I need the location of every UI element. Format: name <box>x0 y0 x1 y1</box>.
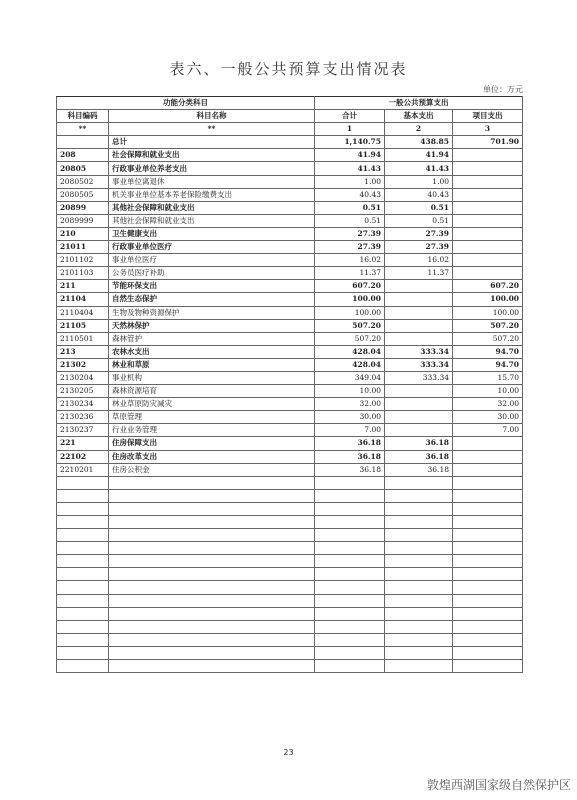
empty-cell <box>385 581 453 594</box>
cell-project: 7.00 <box>453 424 523 437</box>
empty-cell <box>57 581 109 594</box>
cell-total: 428.04 <box>315 345 385 358</box>
table-row <box>57 345 523 358</box>
cell-project <box>453 188 523 201</box>
cell-code: 2130236 <box>57 411 109 424</box>
empty-cell <box>109 594 315 607</box>
cell-basic: 438.85 <box>385 136 453 149</box>
empty-row <box>57 502 523 515</box>
empty-cell <box>57 516 109 529</box>
cell-project: 15.70 <box>453 371 523 384</box>
cell-project: 100.00 <box>453 293 523 306</box>
empty-cell <box>315 476 385 489</box>
empty-row <box>57 646 523 659</box>
empty-cell <box>109 633 315 646</box>
cell-total: 0.51 <box>315 214 385 227</box>
cell-code: 21104 <box>57 293 109 306</box>
table-row <box>57 188 523 201</box>
cell-project <box>453 463 523 476</box>
empty-cell <box>453 646 523 659</box>
cell-basic: 333.34 <box>385 345 453 358</box>
cell-basic: 0.51 <box>385 214 453 227</box>
table-row <box>57 162 523 175</box>
cell-name: 其他社会保障和就业支出 <box>109 214 315 227</box>
empty-cell <box>315 529 385 542</box>
empty-cell <box>453 620 523 633</box>
empty-cell <box>453 568 523 581</box>
empty-cell <box>385 489 453 502</box>
header-general-budget: 一般公共预算支出 <box>315 97 523 110</box>
cell-name: 住房公积金 <box>109 463 315 476</box>
empty-cell <box>57 555 109 568</box>
empty-cell <box>57 633 109 646</box>
cell-total: 30.00 <box>315 411 385 424</box>
cell-name: 林业草原防灾减灾 <box>109 398 315 411</box>
empty-cell <box>453 581 523 594</box>
cell-total: 11.37 <box>315 267 385 280</box>
cell-total: 100.00 <box>315 306 385 319</box>
cell-code: 21105 <box>57 319 109 332</box>
cell-name: 事业机构 <box>109 371 315 384</box>
empty-cell <box>385 620 453 633</box>
empty-cell <box>385 594 453 607</box>
empty-row <box>57 555 523 568</box>
index-total: 1 <box>315 123 385 136</box>
empty-cell <box>57 542 109 555</box>
header-group-row <box>57 97 523 110</box>
header-column-row <box>57 110 523 123</box>
empty-cell <box>109 646 315 659</box>
empty-cell <box>453 489 523 502</box>
cell-total: 507.20 <box>315 332 385 345</box>
cell-basic <box>385 293 453 306</box>
cell-project <box>453 162 523 175</box>
cell-name: 事业单位医疗 <box>109 254 315 267</box>
cell-name: 行政事业单位养老支出 <box>109 162 315 175</box>
index-basic: 2 <box>385 123 453 136</box>
cell-code: 2210201 <box>57 463 109 476</box>
empty-row <box>57 529 523 542</box>
empty-cell <box>109 529 315 542</box>
empty-cell <box>315 594 385 607</box>
cell-name: 天然林保护 <box>109 319 315 332</box>
cell-total: 41.43 <box>315 162 385 175</box>
cell-project <box>453 267 523 280</box>
empty-cell <box>57 607 109 620</box>
cell-total: 16.02 <box>315 254 385 267</box>
marker-name: ** <box>109 123 315 136</box>
empty-cell <box>453 542 523 555</box>
cell-total: 1.00 <box>315 175 385 188</box>
empty-cell <box>385 529 453 542</box>
cell-basic <box>385 424 453 437</box>
cell-basic <box>385 385 453 398</box>
cell-total: 100.00 <box>315 293 385 306</box>
table-row <box>57 371 523 384</box>
cell-project: 32.00 <box>453 398 523 411</box>
empty-cell <box>385 568 453 581</box>
empty-cell <box>315 516 385 529</box>
cell-total: 36.18 <box>315 463 385 476</box>
empty-row <box>57 542 523 555</box>
empty-cell <box>385 542 453 555</box>
marker-code: ** <box>57 123 109 136</box>
empty-cell <box>315 660 385 673</box>
table-row <box>57 398 523 411</box>
table-row <box>57 254 523 267</box>
cell-basic <box>385 280 453 293</box>
cell-code: 20899 <box>57 201 109 214</box>
empty-cell <box>315 555 385 568</box>
empty-cell <box>57 568 109 581</box>
cell-project <box>453 437 523 450</box>
empty-cell <box>315 568 385 581</box>
cell-code: 211 <box>57 280 109 293</box>
empty-row <box>57 516 523 529</box>
empty-cell <box>315 607 385 620</box>
cell-name: 森林资源培育 <box>109 385 315 398</box>
cell-code: 22102 <box>57 450 109 463</box>
table-body <box>57 136 523 673</box>
empty-row <box>57 476 523 489</box>
empty-cell <box>385 660 453 673</box>
cell-basic: 0.51 <box>385 201 453 214</box>
header-name: 科目名称 <box>109 110 315 123</box>
empty-cell <box>109 660 315 673</box>
empty-row <box>57 568 523 581</box>
cell-name: 草原管理 <box>109 411 315 424</box>
table-row <box>57 385 523 398</box>
cell-basic <box>385 411 453 424</box>
empty-cell <box>109 542 315 555</box>
cell-total: 27.39 <box>315 241 385 254</box>
unit-label: 单位：万元 <box>483 85 523 94</box>
cell-name: 自然生态保护 <box>109 293 315 306</box>
empty-row <box>57 581 523 594</box>
empty-cell <box>385 502 453 515</box>
empty-cell <box>57 660 109 673</box>
empty-cell <box>57 476 109 489</box>
cell-code: 2130205 <box>57 385 109 398</box>
empty-cell <box>453 529 523 542</box>
table-row <box>57 214 523 227</box>
table-row <box>57 463 523 476</box>
empty-cell <box>453 660 523 673</box>
cell-name: 事业单位离退休 <box>109 175 315 188</box>
empty-row <box>57 594 523 607</box>
cell-code: 2080505 <box>57 188 109 201</box>
cell-basic: 27.39 <box>385 227 453 240</box>
empty-cell <box>57 502 109 515</box>
cell-project: 607.20 <box>453 280 523 293</box>
cell-basic: 1.00 <box>385 175 453 188</box>
empty-cell <box>315 581 385 594</box>
cell-project <box>453 175 523 188</box>
table-row <box>57 227 523 240</box>
empty-cell <box>453 633 523 646</box>
cell-name: 总计 <box>109 136 315 149</box>
empty-cell <box>385 646 453 659</box>
header-code: 科目编码 <box>57 110 109 123</box>
empty-cell <box>57 529 109 542</box>
cell-basic: 27.39 <box>385 241 453 254</box>
cell-project: 94.70 <box>453 345 523 358</box>
header-total: 合计 <box>315 110 385 123</box>
empty-cell <box>453 555 523 568</box>
cell-project: 10.00 <box>453 385 523 398</box>
empty-cell <box>385 607 453 620</box>
table-row <box>57 136 523 149</box>
cell-code: 2101103 <box>57 267 109 280</box>
cell-code: 2080502 <box>57 175 109 188</box>
cell-basic: 41.94 <box>385 149 453 162</box>
empty-cell <box>385 633 453 646</box>
cell-basic: 36.18 <box>385 437 453 450</box>
empty-cell <box>453 476 523 489</box>
empty-cell <box>57 646 109 659</box>
cell-basic <box>385 332 453 345</box>
cell-name: 林业和草原 <box>109 358 315 371</box>
cell-project <box>453 214 523 227</box>
cell-basic: 41.43 <box>385 162 453 175</box>
cell-project <box>453 254 523 267</box>
cell-name: 机关事业单位基本养老保险缴费支出 <box>109 188 315 201</box>
empty-cell <box>315 502 385 515</box>
cell-project <box>453 149 523 162</box>
cell-project <box>453 241 523 254</box>
cell-name: 社会保障和就业支出 <box>109 149 315 162</box>
cell-project: 701.90 <box>453 136 523 149</box>
empty-row <box>57 489 523 502</box>
empty-cell <box>315 646 385 659</box>
table-row <box>57 358 523 371</box>
cell-total: 428.04 <box>315 358 385 371</box>
cell-basic: 333.34 <box>385 358 453 371</box>
empty-cell <box>315 542 385 555</box>
cell-basic: 36.18 <box>385 450 453 463</box>
cell-name: 行业业务管理 <box>109 424 315 437</box>
cell-code: 213 <box>57 345 109 358</box>
page-title: 表六、一般公共预算支出情况表 <box>169 60 408 78</box>
cell-name: 森林管护 <box>109 332 315 345</box>
cell-total: 10.00 <box>315 385 385 398</box>
cell-name: 节能环保支出 <box>109 280 315 293</box>
cell-code: 208 <box>57 149 109 162</box>
cell-code: 21011 <box>57 241 109 254</box>
empty-cell <box>385 516 453 529</box>
cell-project: 100.00 <box>453 306 523 319</box>
empty-cell <box>109 620 315 633</box>
table-row <box>57 149 523 162</box>
cell-basic: 40.43 <box>385 188 453 201</box>
cell-project <box>453 201 523 214</box>
table-row <box>57 411 523 424</box>
cell-name: 行政事业单位医疗 <box>109 241 315 254</box>
empty-cell <box>453 607 523 620</box>
cell-total: 507.20 <box>315 319 385 332</box>
cell-basic <box>385 398 453 411</box>
empty-cell <box>453 594 523 607</box>
empty-row <box>57 607 523 620</box>
cell-code: 210 <box>57 227 109 240</box>
cell-project: 94.70 <box>453 358 523 371</box>
table-row <box>57 450 523 463</box>
cell-total: 0.51 <box>315 201 385 214</box>
cell-code: 2130237 <box>57 424 109 437</box>
cell-total: 1,140.75 <box>315 136 385 149</box>
budget-table <box>56 96 523 673</box>
empty-cell <box>315 489 385 502</box>
empty-cell <box>385 476 453 489</box>
watermark-text: 敦煌西湖国家级自然保护区 <box>426 778 571 792</box>
empty-cell <box>109 555 315 568</box>
empty-cell <box>315 620 385 633</box>
table-row <box>57 201 523 214</box>
empty-cell <box>453 516 523 529</box>
cell-code: 2101102 <box>57 254 109 267</box>
cell-project: 507.20 <box>453 332 523 345</box>
cell-total: 40.43 <box>315 188 385 201</box>
empty-cell <box>109 581 315 594</box>
table-row <box>57 424 523 437</box>
table-row <box>57 319 523 332</box>
cell-code: 20805 <box>57 162 109 175</box>
empty-cell <box>109 607 315 620</box>
cell-basic: 16.02 <box>385 254 453 267</box>
cell-basic <box>385 319 453 332</box>
cell-name: 住房改革支出 <box>109 450 315 463</box>
cell-total: 7.00 <box>315 424 385 437</box>
table-row <box>57 332 523 345</box>
empty-cell <box>109 489 315 502</box>
table-row <box>57 437 523 450</box>
cell-code: 221 <box>57 437 109 450</box>
cell-project: 507.20 <box>453 319 523 332</box>
index-project: 3 <box>453 123 523 136</box>
cell-total: 349.04 <box>315 371 385 384</box>
empty-row <box>57 620 523 633</box>
empty-row <box>57 660 523 673</box>
cell-code: 2110404 <box>57 306 109 319</box>
header-function-category: 功能分类科目 <box>57 97 315 110</box>
cell-code: 2130204 <box>57 371 109 384</box>
cell-code: 2110501 <box>57 332 109 345</box>
cell-basic: 11.37 <box>385 267 453 280</box>
table-row <box>57 267 523 280</box>
cell-name: 其他社会保障和就业支出 <box>109 201 315 214</box>
cell-name: 公务员医疗补助 <box>109 267 315 280</box>
empty-cell <box>57 620 109 633</box>
cell-code: 2089999 <box>57 214 109 227</box>
cell-basic: 333.34 <box>385 371 453 384</box>
table-row <box>57 280 523 293</box>
empty-cell <box>109 516 315 529</box>
table-row <box>57 293 523 306</box>
header-index-row <box>57 123 523 136</box>
cell-project: 30.00 <box>453 411 523 424</box>
cell-basic <box>385 306 453 319</box>
cell-total: 36.18 <box>315 450 385 463</box>
cell-code <box>57 136 109 149</box>
cell-total: 36.18 <box>315 437 385 450</box>
empty-cell <box>315 633 385 646</box>
cell-basic: 36.18 <box>385 463 453 476</box>
empty-cell <box>385 555 453 568</box>
cell-total: 27.39 <box>315 227 385 240</box>
cell-project <box>453 227 523 240</box>
empty-cell <box>453 502 523 515</box>
cell-total: 41.94 <box>315 149 385 162</box>
table-row <box>57 175 523 188</box>
table-row <box>57 241 523 254</box>
page-number: 23 <box>283 748 294 757</box>
cell-name: 生物及物种资源保护 <box>109 306 315 319</box>
header-basic: 基本支出 <box>385 110 453 123</box>
empty-cell <box>109 502 315 515</box>
cell-code: 21302 <box>57 358 109 371</box>
cell-name: 农林水支出 <box>109 345 315 358</box>
empty-cell <box>109 568 315 581</box>
header-project: 项目支出 <box>453 110 523 123</box>
cell-code: 2130234 <box>57 398 109 411</box>
cell-name: 卫生健康支出 <box>109 227 315 240</box>
empty-cell <box>109 476 315 489</box>
cell-total: 32.00 <box>315 398 385 411</box>
empty-row <box>57 633 523 646</box>
cell-name: 住房保障支出 <box>109 437 315 450</box>
empty-cell <box>57 489 109 502</box>
cell-project <box>453 450 523 463</box>
empty-cell <box>57 594 109 607</box>
cell-total: 607.20 <box>315 280 385 293</box>
table-row <box>57 306 523 319</box>
